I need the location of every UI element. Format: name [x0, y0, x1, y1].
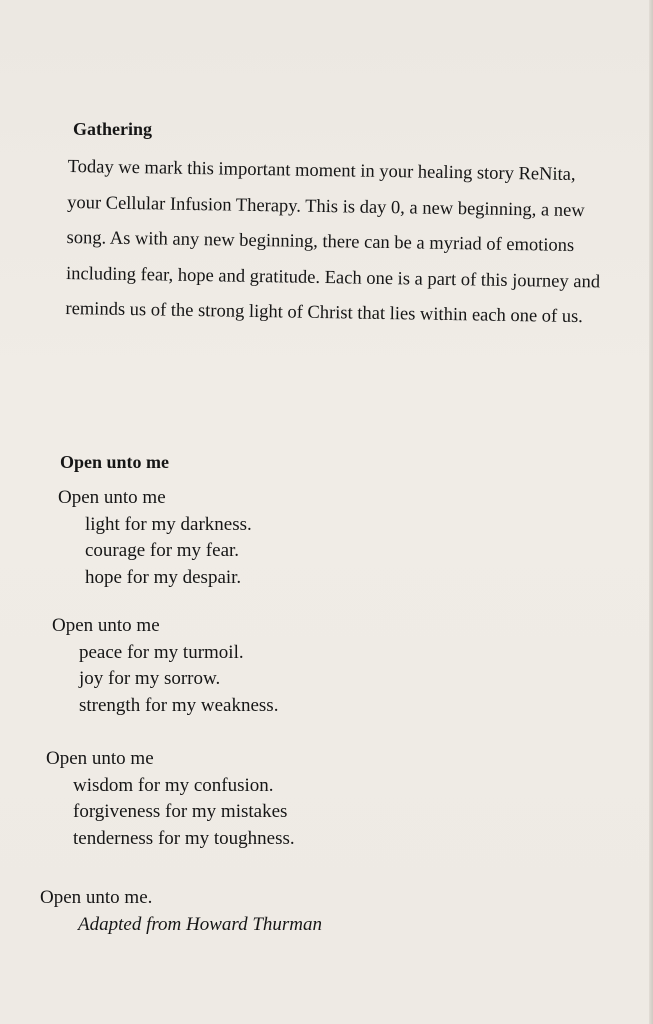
page-edge	[649, 0, 653, 1024]
stanza-line: peace for my turmoil.	[79, 641, 244, 663]
gathering-paragraph: Today we mark this important moment in your healing story ReNita, your Cellular Infusion Therapy. This is day 0, a new beginning, a new song. As with any new beginning, there can be a myriad of emotions including fear, hope and gratitude. Each one is a part of this journey and reminds us of the strong light of Christ that lies within each one of us.	[65, 156, 601, 328]
stanza-opening-line: Open unto me	[58, 487, 166, 508]
stanza-opening-line: Open unto me	[46, 748, 154, 769]
stanza-line: courage for my fear.	[85, 540, 240, 561]
poem-stanza-2	[52, 613, 278, 719]
attribution: Adapted from Howard Thurman	[78, 913, 323, 935]
stanza-opening-line: Open unto me	[52, 615, 160, 636]
poem-closing	[40, 885, 322, 938]
stanza-line: strength for my weakness.	[79, 694, 279, 716]
closing-line: Open unto me.	[40, 887, 153, 908]
poem-stanza-3	[46, 746, 295, 852]
poem-heading: Open unto me	[60, 452, 170, 472]
poem-stanza-1	[58, 485, 252, 591]
stanza-line: wisdom for my confusion.	[73, 774, 274, 796]
stanza-line: light for my darkness.	[85, 513, 252, 535]
stanza-line: tenderness for my toughness.	[73, 827, 295, 849]
stanza-line: forgiveness for my mistakes	[73, 801, 288, 822]
stanza-line: hope for my despair.	[85, 566, 242, 588]
gathering-heading: Gathering	[73, 119, 152, 139]
stanza-line: joy for my sorrow.	[79, 668, 221, 689]
